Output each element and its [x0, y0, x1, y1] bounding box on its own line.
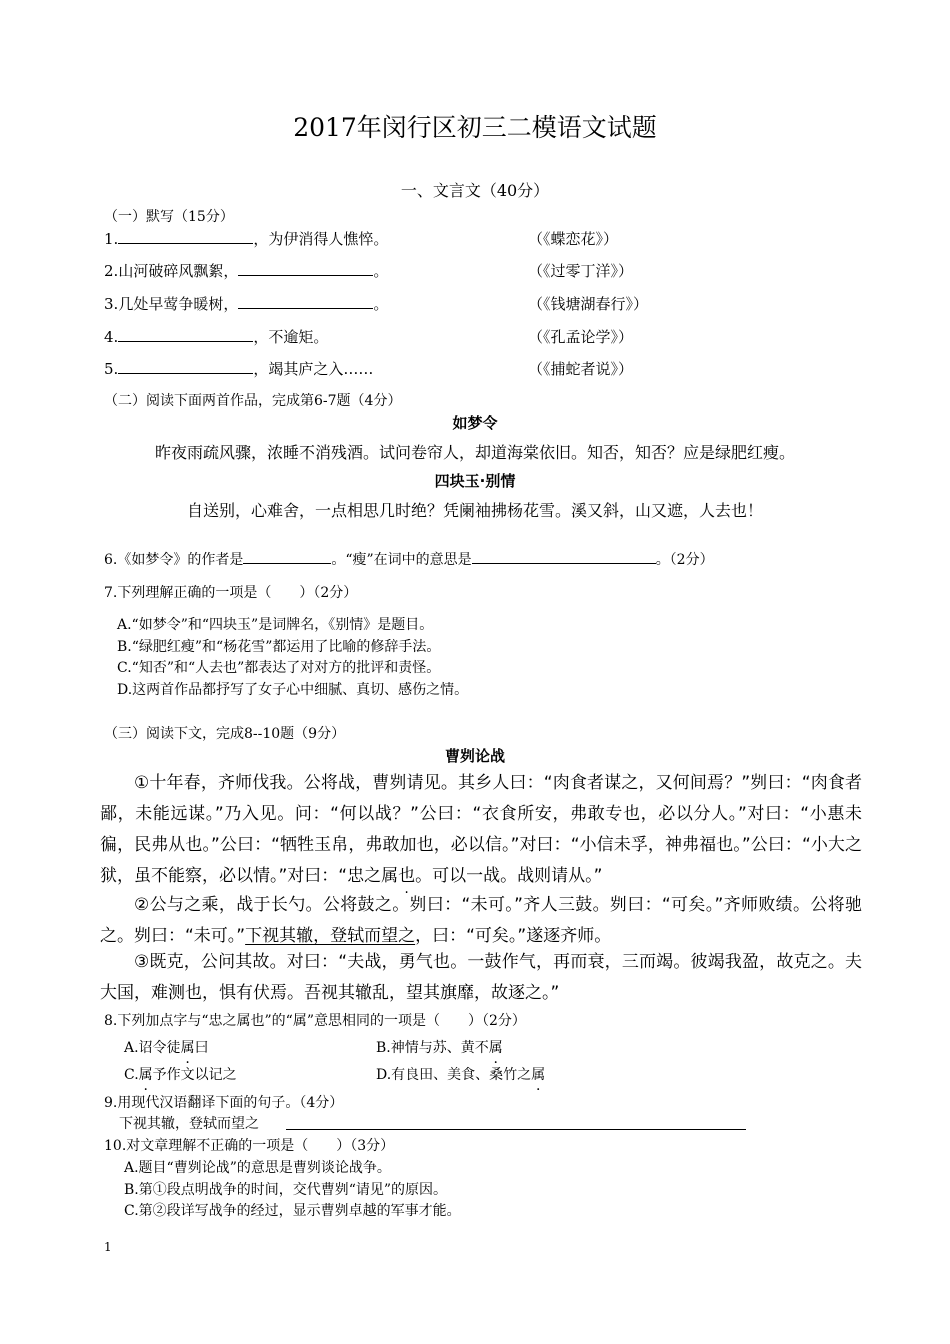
part2-header: （二）阅读下面两首作品，完成第6-7题（4分） [104, 393, 402, 409]
poem1-body: 昨夜雨疏风骤，浓睡不消残酒。试问卷帘人，却道海棠依旧。知否，知否？应是绿肥红瘦。 [154, 443, 795, 462]
option-a: A.“如梦令”和“四块玉”是词牌名，《别情》是题目。 [117, 617, 434, 633]
item-source: （《捕蛇者说》） [528, 360, 634, 378]
dictation-item-1 [104, 228, 388, 249]
dictation-item-2 [104, 260, 388, 281]
item-text: 几处早莺争暖树， [118, 295, 239, 313]
page-number: 1 [104, 1240, 112, 1254]
dotted-char: 属 [138, 1067, 153, 1083]
dotted-char: 属 [180, 1040, 195, 1056]
question-text: 。“瘦”在词中的意思是 [331, 552, 472, 568]
item-number: 2. [104, 262, 119, 280]
item-number: 5. [104, 360, 119, 378]
q8-option-d: D.有良田、美食、桑竹之属 [376, 1067, 546, 1083]
poem1-title: 如梦令 [452, 414, 498, 432]
item-source: （《过零丁洋》） [528, 262, 634, 280]
answer-blank[interactable] [243, 549, 331, 564]
item-number: 4. [104, 328, 119, 346]
q10-option-b: B.第①段点明战争的时间，交代曹刿“请见”的原因。 [124, 1182, 448, 1198]
part1-header: （一）默写（15分） [104, 209, 234, 225]
dotted-char: 属 [488, 1040, 503, 1056]
item-source: （《钱塘湖春行》） [528, 295, 649, 313]
question-9: 9.用现代汉语翻译下面的句子。（4分） [104, 1095, 344, 1111]
poem2-body: 自送别，心难舍，一点相思几时绝？凭阑袖拂杨花雪。溪又斜，山又遮，人去也！ [186, 501, 763, 520]
part3-header: （三）阅读下文，完成8--10题（9分） [104, 726, 346, 742]
question-8: 8.下列加点字与“忠之属也”的“属”意思相同的一项是（ ）（2分） [104, 1013, 526, 1029]
question-text: 。（2分） [655, 552, 714, 568]
item-text: ，为伊消得人憔悴。 [253, 230, 389, 248]
paragraph-text: ，曰：“可矣。”遂逐齐师。 [415, 926, 612, 946]
q10-option-c: C.第②段详写战争的经过，显示曹刿卓越的军事才能。 [124, 1203, 461, 1219]
passage-title: 曹刿论战 [444, 747, 505, 765]
option-c: C.“知否”和“人去也”都表达了对对方的批评和责怪。 [117, 660, 441, 676]
item-text: 山河破碎风飘絮， [118, 262, 239, 280]
item-number: 3. [104, 295, 119, 313]
passage-paragraph-1 [100, 768, 862, 892]
item-text: 。 [373, 262, 389, 280]
item-text: ，竭其庐之入…… [253, 360, 374, 378]
option-d: D.这两首作品都抒写了女子心中细腻、真切、感伤之情。 [117, 682, 469, 698]
q10-option-a: A.题目“曹刿论战”的意思是曹刿谈论战争。 [124, 1160, 391, 1176]
question-7: 7.下列理解正确的一项是（ ）（2分） [104, 585, 358, 601]
paragraph-text: 也。可以一战。战则请从。” [398, 866, 603, 886]
item-text: ，不逾矩。 [253, 328, 329, 346]
answer-blank[interactable] [238, 293, 373, 309]
answer-line[interactable] [286, 1129, 746, 1130]
passage-paragraph-3: ③既克，公问其故。对曰：“夫战，勇气也。一鼓作气，再而衰，三而竭。彼竭我盈，故克之。夫大国，难测也，惧有伏焉。吾视其辙乱，望其旗靡，故逐之。” [100, 952, 862, 1003]
item-text: 。 [373, 295, 389, 313]
item-source: （《孔孟论学》） [528, 328, 634, 346]
paragraph-text: ②公与之乘，战于长勺。公将鼓之。刿曰：“未可。”齐人三鼓。刿曰：“可矣。”齐师败绩。公将驰之。刿曰：“未可。” [100, 895, 862, 946]
option-b: B.“绿肥红瘦”和“杨花雪”都运用了比喻的修辞手法。 [117, 639, 441, 655]
answer-blank[interactable] [238, 260, 373, 276]
section-heading: 一、文言文（40分） [400, 181, 550, 200]
dictation-item-3 [104, 293, 388, 314]
answer-blank[interactable] [118, 326, 253, 342]
page-title: 2017年闵行区初三二模语文试题 [293, 113, 657, 142]
q8-option-c: C.属予作文以记之 [124, 1067, 237, 1083]
answer-blank[interactable] [118, 358, 253, 374]
dictation-item-5 [104, 358, 373, 379]
paragraph-text: ①十年春，齐师伐我。公将战，曹刿请见。其乡人曰：“肉食者谋之，又何间焉？”刿曰：“肉食者鄙，未能远谋。”乃入见。问：“何以战？”公曰：“衣食所安，弗敢专也，必以分人。”对曰：“小惠未徧，民弗从也。”公曰：“牺牲玉帛，弗敢加也，必以信。”对曰：“小信未孚，神弗福也。”公曰：“小大之狱，虽不能察，必以情。”对曰：“忠之 [100, 773, 862, 886]
item-number: 1. [104, 230, 119, 248]
dictation-item-4 [104, 326, 328, 347]
q8-option-b: B.神情与苏、黄不属 [376, 1040, 503, 1056]
q8-option-a: A.诏令徒属曰 [124, 1040, 209, 1056]
question-10: 10.对文章理解不正确的一项是（ ）（3分） [104, 1138, 395, 1154]
dotted-char: 属 [381, 866, 399, 886]
question-6 [104, 549, 714, 569]
dotted-char: 属 [531, 1067, 546, 1083]
item-source: （《蝶恋花》） [528, 230, 619, 248]
q9-sentence: 下视其辙，登轼而望之 [119, 1116, 259, 1132]
passage-paragraph-2 [100, 890, 862, 952]
answer-blank[interactable] [118, 228, 253, 244]
question-text: 6.《如梦令》的作者是 [104, 552, 244, 568]
poem2-title: 四块玉·别情 [434, 472, 516, 490]
underlined-sentence: 下视其辙，登轼而望之 [245, 926, 416, 946]
answer-blank[interactable] [472, 549, 656, 564]
